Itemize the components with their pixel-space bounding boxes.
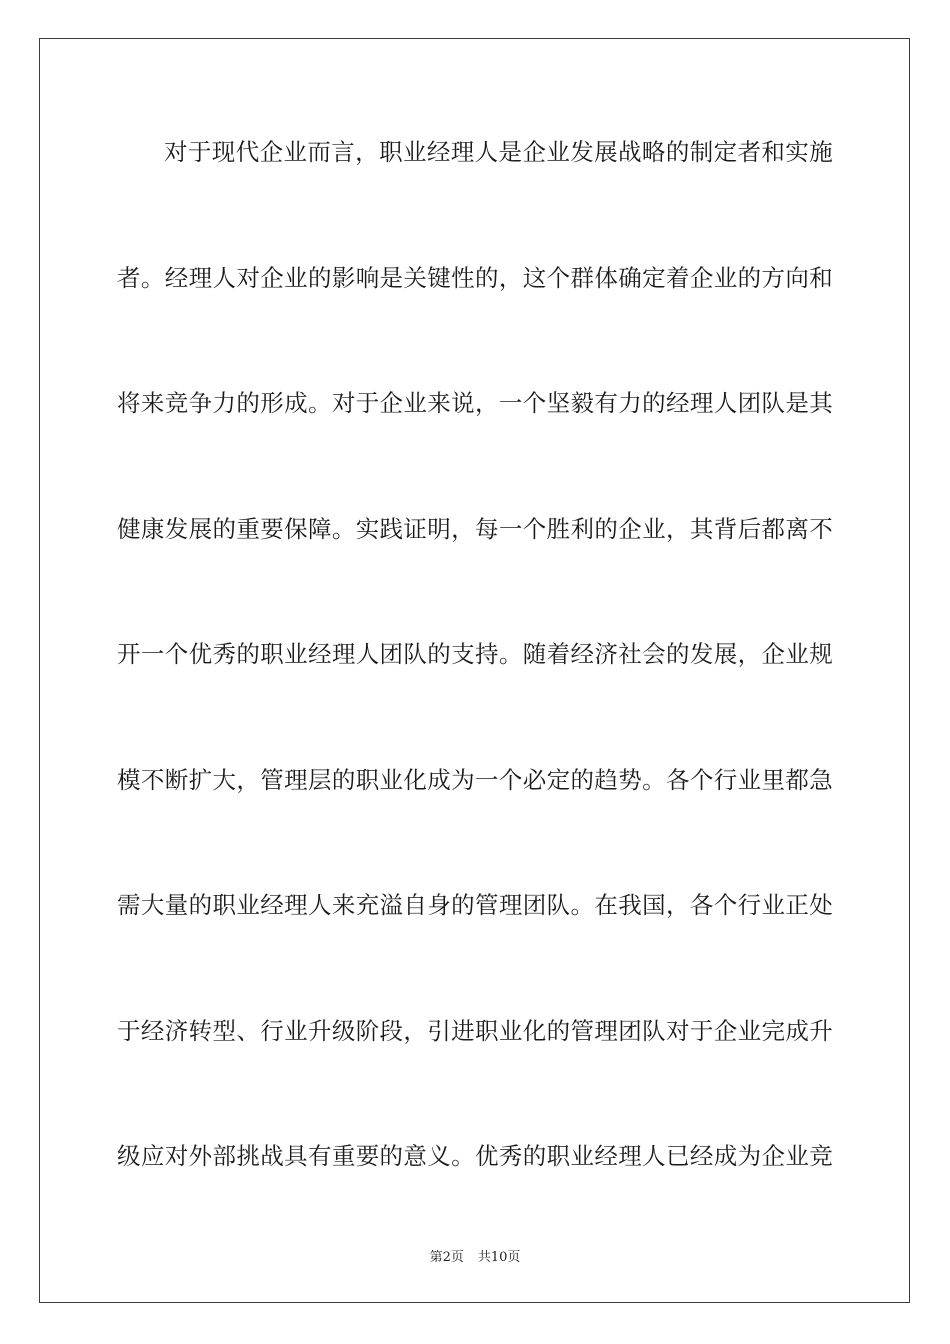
paragraph-line-8: 于经济转型、行业升级阶段，引进职业化的管理团队对于企业完成升 [117,1016,833,1045]
paragraph-line-7: 需大量的职业经理人来充溢自身的管理团队。在我国，各个行业正处 [117,891,833,919]
paragraph-line-4: 健康发展的重要保障。实践证明，每一个胜利的企业，其背后都离不 [117,514,833,543]
page-footer [0,1246,950,1265]
document-body [117,126,833,1256]
page-number-total: 共10页 [477,1250,521,1265]
page-number-current: 第2页 [429,1250,464,1265]
paragraph-line-6: 模不断扩大，管理层的职业化成为一个必定的趋势。各个行业里都急 [117,765,833,794]
paragraph-line-9: 级应对外部挑战具有重要的意义。优秀的职业经理人已经成为企业竞 [117,1142,833,1170]
paragraph-line-3: 将来竞争力的形成。对于企业来说，一个坚毅有力的经理人团队是其 [117,389,833,417]
paragraph-line-2: 者。经理人对企业的影响是关键性的，这个群体确定着企业的方向和 [117,263,833,292]
paragraph-line-1: 对于现代企业而言，职业经理人是企业发展战略的制定者和实施 [164,138,833,166]
paragraph-line-5: 开一个优秀的职业经理人团队的支持。随着经济社会的发展，企业规 [117,640,833,668]
